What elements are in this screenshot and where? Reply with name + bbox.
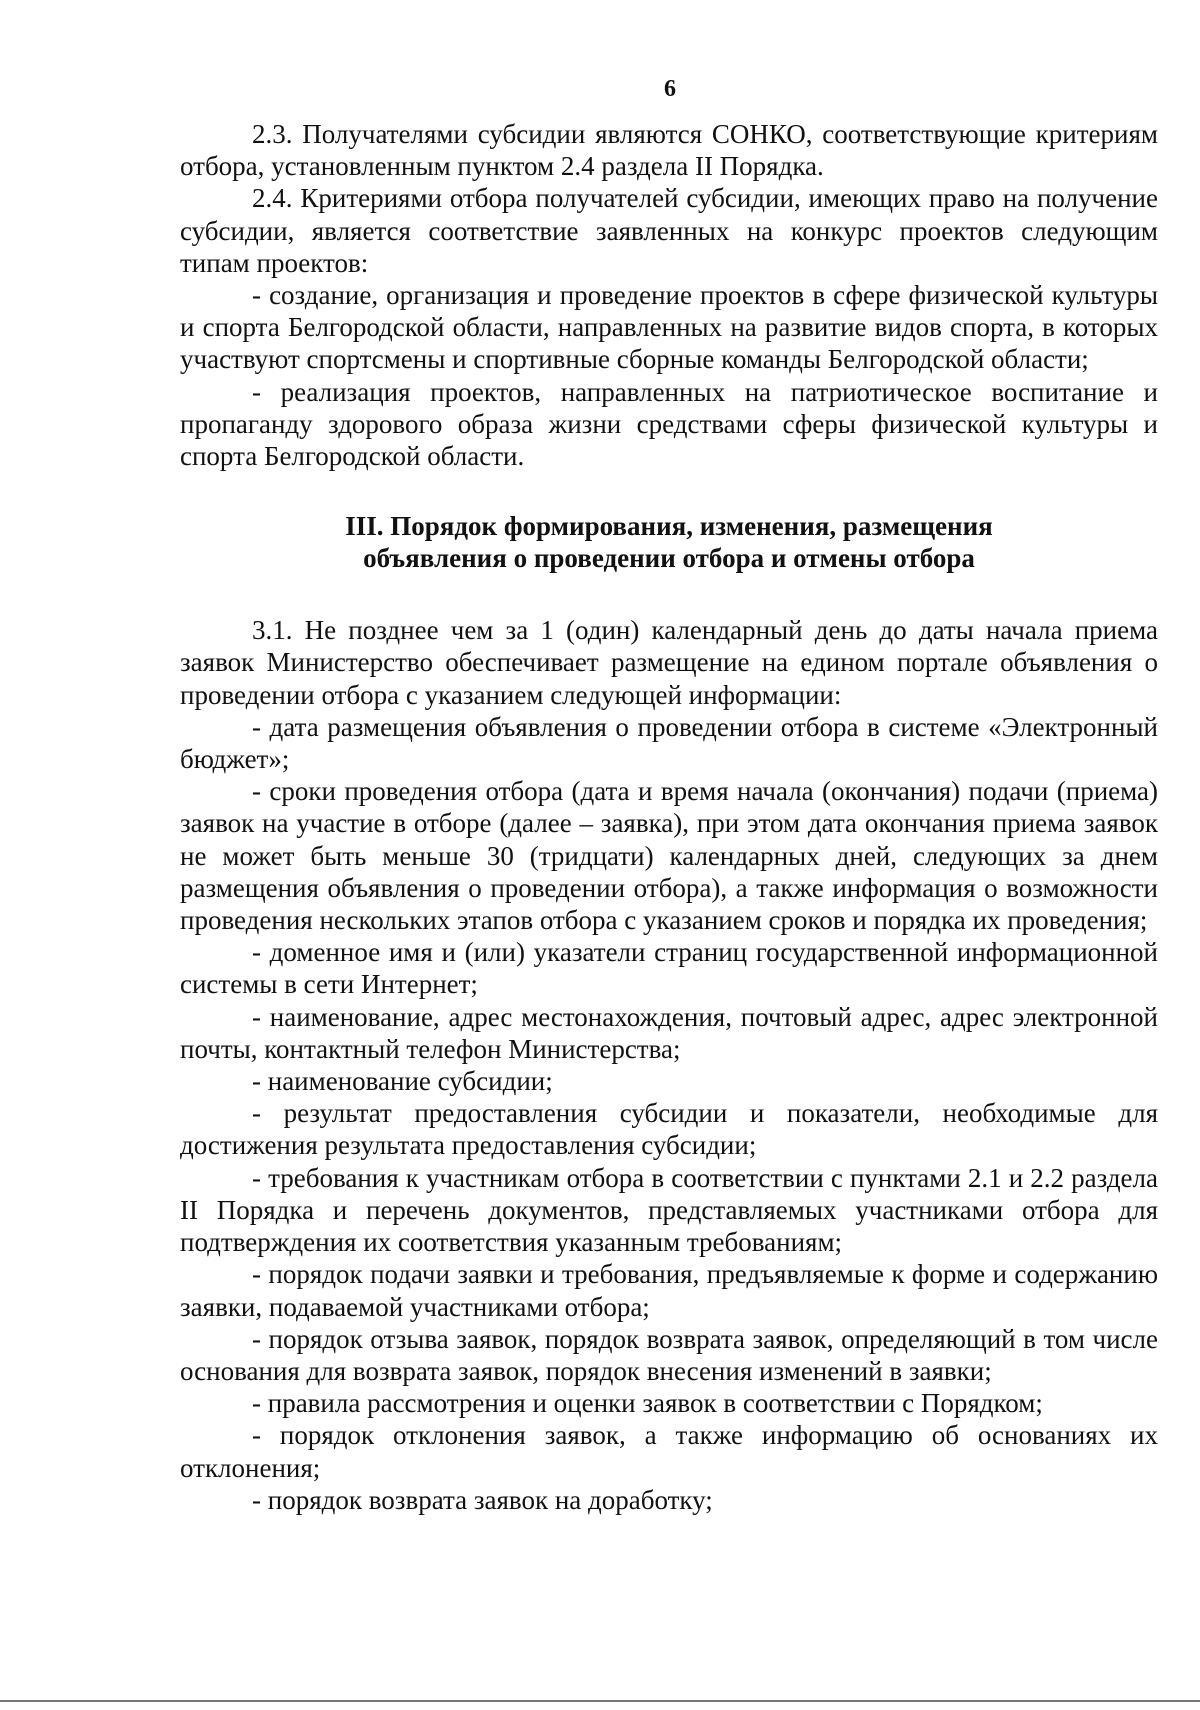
scan-edge-line	[0, 1700, 1200, 1702]
document-body	[180, 118, 1158, 1516]
list-item-rejection-procedure: - порядок отклонения заявок, а также информацию об основаниях их отклонения;	[180, 1420, 1158, 1483]
paragraph-2-3: 2.3. Получателями субсидии являются СОНКО, соответствующие критериям отбора, установленным пунктом 2.4 раздела II Порядка.	[180, 119, 1158, 182]
list-item-domain-name: - доменное имя и (или) указатели страниц государственной информационной системы в сети Интернет;	[180, 937, 1158, 1000]
list-item-subsidy-result: - результат предоставления субсидии и показатели, необходимые для достижения результата предоставления субсидии;	[180, 1098, 1158, 1161]
list-item-patriotic-projects: - реализация проектов, направленных на патриотическое воспитание и пропаганду здорового образа жизни средствами сферы физической культуры и спорта Белгородской области.	[180, 376, 1158, 472]
section-heading	[180, 510, 1158, 574]
list-item-return-for-revision: - порядок возврата заявок на доработку;	[252, 1484, 713, 1515]
section-spacer	[180, 472, 1158, 510]
paragraph-3-1: 3.1. Не позднее чем за 1 (один) календарный день до даты начала приема заявок Министерство обеспечивает размещение на едином портале объявления о проведении отбора с указанием следующей информации:	[180, 615, 1158, 710]
list-item-participant-requirements: - требования к участникам отбора в соответствии с пунктами 2.1 и 2.2 раздела II Порядка и перечень документов, представляемых участниками отбора для подтверждения их соответствия указанным требованиям;	[180, 1162, 1158, 1258]
section-spacer	[180, 574, 1158, 614]
list-item-publication-date: - дата размещения объявления о проведении отбора в системе «Электронный бюджет»;	[180, 711, 1158, 775]
list-item-selection-terms: - сроки проведения отбора (дата и время начала (окончания) подачи (приема) заявок на участие в отборе (далее – заявка), при этом дата окончания приема заявок не может быть меньше 30 (тридцати) календарных дней, следующих за днем размещения объявления о проведении отбора), а также информация о возможности проведения нескольких этапов отбора с указанием сроков и порядка их проведения;	[180, 776, 1158, 936]
section-heading-line-2: объявления о проведении отбора и отмены отбора	[363, 543, 975, 574]
section-heading-line-1: III. Порядок формирования, изменения, размещения	[345, 511, 993, 542]
list-item-subsidy-name: - наименование субсидии;	[252, 1066, 553, 1097]
list-item-withdrawal-procedure: - порядок отзыва заявок, порядок возврата заявок, определяющий в том числе основания для возврата заявок, порядок внесения изменений в заявки;	[180, 1323, 1158, 1386]
list-item-ministry-contacts: - наименование, адрес местонахождения, почтовый адрес, адрес электронной почты, контактный телефон Министерства;	[180, 1001, 1158, 1064]
page-number: 6	[664, 76, 676, 102]
list-item-application-procedure: - порядок подачи заявки и требования, предъявляемые к форме и содержанию заявки, подаваемой участниками отбора;	[180, 1259, 1158, 1322]
list-item-review-rules: - правила рассмотрения и оценки заявок в соответствии с Порядком;	[252, 1388, 1043, 1419]
paragraph-2-4: 2.4. Критериями отбора получателей субсидии, имеющих право на получение субсидии, является соответствие заявленных на конкурс проектов следующим типам проектов:	[180, 183, 1158, 278]
list-item-sport-projects: - создание, организация и проведение проектов в сфере физической культуры и спорта Белгородской области, направленных на развитие видов спорта, в которых участвуют спортсмены и спортивные сборные команды Белгородской области;	[180, 280, 1158, 375]
